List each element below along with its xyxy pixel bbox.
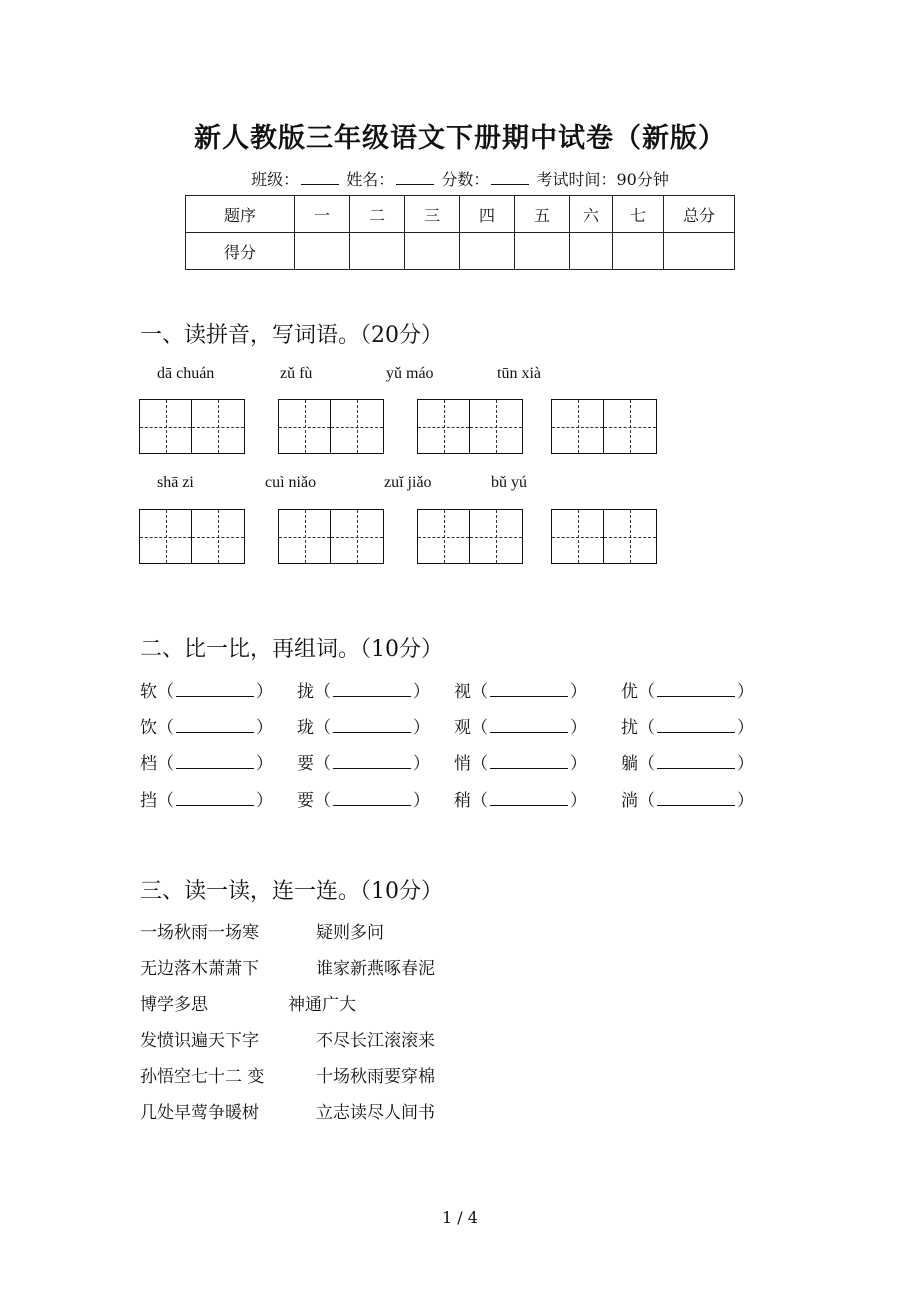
open-paren: （ [157,754,174,774]
header-cell: 七 [613,196,664,233]
compare-word-item [454,749,587,774]
compare-character: 稍 [454,791,471,811]
close-paren: ） [256,718,273,738]
close-paren: ） [570,754,587,774]
answer-blank[interactable] [657,720,735,733]
compare-word-item [621,749,754,774]
compare-word-item [297,677,430,702]
compare-character: 要 [297,754,314,774]
match-right-item[interactable]: 谁家新燕啄春泥 [316,959,435,979]
pinyin-label: bǔ yú [491,474,527,491]
compare-word-item [454,786,587,811]
answer-blank[interactable] [657,756,735,769]
pinyin-label: tūn xià [497,365,541,382]
compare-character: 饮 [140,718,157,738]
match-left-item[interactable]: 博学多思 [140,995,208,1015]
writing-grid[interactable] [278,399,384,454]
answer-blank[interactable] [176,684,254,697]
compare-word-item [140,677,273,702]
page-title: 新人教版三年级语文下册期中试卷（新版） [194,123,726,154]
close-paren: ） [413,718,430,738]
compare-character: 躺 [621,754,638,774]
header-cell: 三 [405,196,460,233]
open-paren: （ [157,791,174,811]
match-left-item[interactable]: 发愤识遍天下字 [140,1031,259,1051]
compare-word-item [621,786,754,811]
close-paren: ） [737,754,754,774]
score-cell[interactable] [515,233,570,270]
close-paren: ） [570,682,587,702]
close-paren: ） [413,754,430,774]
compare-word-item [140,749,273,774]
pinyin-label: zǔ fù [280,365,313,382]
name-label: 姓名： [346,170,395,189]
score-cell[interactable] [460,233,515,270]
compare-word-item [621,677,754,702]
open-paren: （ [314,754,331,774]
section3-heading: 三、读一读，连一连。（10分） [140,879,443,904]
match-right-item[interactable]: 疑则多问 [316,923,384,943]
answer-blank[interactable] [657,793,735,806]
match-left-item[interactable]: 无边落木萧萧下 [140,959,259,979]
match-right-item[interactable]: 不尽长江滚滚来 [316,1031,435,1051]
open-paren: （ [471,754,488,774]
close-paren: ） [737,791,754,811]
section1-heading: 一、读拼音，写词语。（20分） [140,323,443,348]
compare-word-item [454,677,587,702]
header-cell: 一 [295,196,350,233]
close-paren: ） [737,682,754,702]
answer-blank[interactable] [333,720,411,733]
answer-blank[interactable] [176,793,254,806]
header-cell: 六 [570,196,613,233]
close-paren: ） [737,718,754,738]
compare-character: 淌 [621,791,638,811]
match-right-item[interactable]: 十场秋雨要穿棉 [316,1067,435,1087]
compare-character: 拢 [297,682,314,702]
match-right-item[interactable]: 立志读尽人间书 [316,1103,435,1123]
time-label: 考试时间：90分钟 [536,170,669,189]
header-cell: 二 [350,196,405,233]
writing-grid[interactable] [551,399,657,454]
answer-blank[interactable] [333,793,411,806]
pinyin-label: dā chuán [157,365,215,382]
class-blank[interactable] [301,170,339,185]
exam-info [0,167,920,190]
open-paren: （ [638,754,655,774]
open-paren: （ [314,682,331,702]
match-right-item[interactable]: 神通广大 [288,995,356,1015]
compare-character: 软 [140,682,157,702]
open-paren: （ [638,718,655,738]
writing-grid[interactable] [417,509,523,564]
score-cell[interactable] [405,233,460,270]
score-cell[interactable] [664,233,735,270]
match-left-item[interactable]: 几处早莺争暖树 [140,1103,259,1123]
compare-character: 优 [621,682,638,702]
name-blank[interactable] [396,170,434,185]
compare-word-item [297,713,430,738]
compare-word-item [140,786,273,811]
section2-heading: 二、比一比，再组词。（10分） [140,637,443,662]
open-paren: （ [471,718,488,738]
answer-blank[interactable] [490,793,568,806]
score-cell[interactable] [613,233,664,270]
compare-word-item [297,749,430,774]
close-paren: ） [570,718,587,738]
answer-blank[interactable] [333,756,411,769]
class-label: 班级： [251,170,300,189]
open-paren: （ [638,682,655,702]
answer-blank[interactable] [333,684,411,697]
page-number: 1 / 4 [442,1208,478,1227]
writing-grid[interactable] [139,509,245,564]
compare-character: 观 [454,718,471,738]
score-table-header [186,196,735,233]
header-cell: 四 [460,196,515,233]
open-paren: （ [157,718,174,738]
score-table [185,195,735,270]
answer-blank[interactable] [176,756,254,769]
answer-blank[interactable] [490,684,568,697]
close-paren: ） [256,791,273,811]
close-paren: ） [570,791,587,811]
score-table-row [186,233,735,270]
answer-blank[interactable] [176,720,254,733]
compare-character: 档 [140,754,157,774]
close-paren: ） [413,682,430,702]
open-paren: （ [638,791,655,811]
open-paren: （ [157,682,174,702]
writing-grid[interactable] [417,399,523,454]
compare-character: 珑 [297,718,314,738]
score-cell[interactable] [570,233,613,270]
score-cell[interactable] [350,233,405,270]
open-paren: （ [314,718,331,738]
answer-blank[interactable] [490,720,568,733]
close-paren: ） [256,754,273,774]
pinyin-label: zuǐ jiǎo [384,474,432,491]
open-paren: （ [314,791,331,811]
writing-grid[interactable] [139,399,245,454]
pinyin-label: shā zi [157,474,194,491]
pinyin-label: cuì niǎo [265,474,317,491]
compare-word-item [621,713,754,738]
open-paren: （ [471,682,488,702]
compare-character: 视 [454,682,471,702]
compare-character: 扰 [621,718,638,738]
pinyin-label: yǔ máo [386,365,434,382]
header-cell: 五 [515,196,570,233]
writing-grid[interactable] [278,509,384,564]
header-cell: 总分 [664,196,735,233]
header-cell: 题序 [186,196,295,233]
answer-blank[interactable] [490,756,568,769]
score-blank[interactable] [491,170,529,185]
close-paren: ） [413,791,430,811]
score-cell[interactable] [295,233,350,270]
compare-word-item [297,786,430,811]
answer-blank[interactable] [657,684,735,697]
match-left-item[interactable]: 一场秋雨一场寒 [140,923,259,943]
match-left-item[interactable]: 孙悟空七十二 变 [140,1067,265,1087]
row-label: 得分 [186,233,295,270]
compare-character: 悄 [454,754,471,774]
compare-word-item [140,713,273,738]
open-paren: （ [471,791,488,811]
writing-grid[interactable] [551,509,657,564]
compare-character: 要 [297,791,314,811]
score-label: 分数： [441,170,490,189]
compare-character: 挡 [140,791,157,811]
compare-word-item [454,713,587,738]
close-paren: ） [256,682,273,702]
